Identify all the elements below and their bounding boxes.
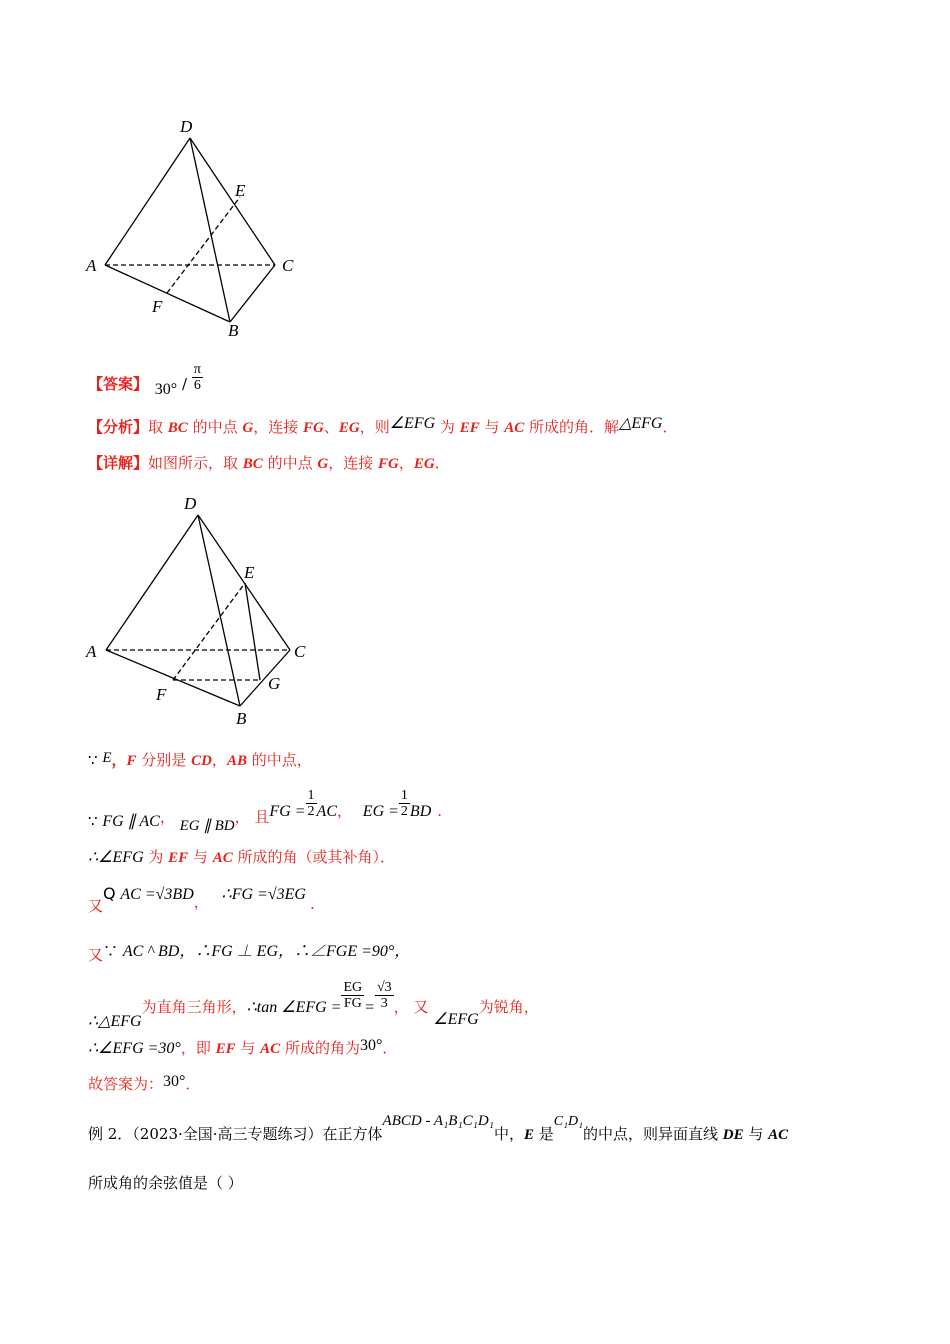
- proof-line-2: ∵ FG ∥ AC， EG ∥ BD， 且FG = $\frac{1}{2}$ AC， EG = $\frac{1}{2}$ BD .: [88, 788, 443, 834]
- fg-parallel-ac: FG ∥ AC: [102, 812, 160, 830]
- label-D: D: [184, 494, 197, 513]
- label-G: G: [268, 674, 281, 693]
- proof-line-3: ∴∠EFG 为 EF 与 AC 所成的角（或其补角）．: [88, 848, 396, 866]
- analysis-tag: 【分析】: [88, 418, 149, 436]
- label-E: E: [235, 181, 246, 200]
- detail-tag: 【详解】: [88, 454, 149, 472]
- proof-line-1: ∵ E，F 分别是 CD，AB 的中点，: [88, 750, 312, 769]
- example-2-line-1: 例 2．（2023·全国·高三专题练习）在正方体ABCD - A₁B₁C₁D₁中，E 是C₁D₁的中点，则异面直线 DE 与 AC: [88, 1113, 789, 1143]
- answer-tag: 【答案】: [88, 374, 149, 393]
- tetrahedron-figure-2: [80, 490, 330, 735]
- label-C: C: [294, 642, 306, 661]
- proof-line-5: 又∵ AC ^ BD，∴FG ⊥ EG，∴∠FGE =90°，: [88, 942, 411, 964]
- proof-line-6: ∴△EFG为直角三角形，∴tan ∠EFG = $\frac{EG}{FG}$ = $\frac{√3}{3}$ ， 又 ∠EFG为锐角，: [88, 980, 539, 1030]
- label-B: B: [236, 709, 247, 728]
- analysis-triangle: △EFG: [619, 415, 663, 432]
- label-F: F: [152, 297, 163, 316]
- proof-line-8: 故答案为：30°．: [88, 1073, 201, 1093]
- label-C: C: [282, 256, 294, 275]
- label-A: A: [86, 642, 97, 661]
- label-F: F: [156, 685, 167, 704]
- label-A: A: [86, 256, 97, 275]
- eg-parallel-bd: EG ∥ BD: [179, 817, 235, 834]
- proof-line-4: 又Q AC =√3BD， ∴FG =√3EG.: [88, 884, 315, 915]
- answer-degree: 30°: [154, 380, 178, 398]
- analysis-line: 【分析】取 BC 的中点 G，连接 FG、EG，则∠EFG 为 EF 与 AC 所成的角．解△EFG．: [88, 415, 678, 436]
- answer-line: [88, 358, 203, 398]
- tetrahedron-figure-1: [80, 110, 310, 345]
- detail-line: 【详解】如图所示，取 BC 的中点 G，连接 FG，EG．: [88, 454, 450, 472]
- answer-fraction: $\frac{\pi}{6}$: [193, 362, 201, 393]
- label-D: D: [180, 117, 193, 136]
- analysis-angle: ∠EFG: [389, 415, 436, 432]
- label-B: B: [228, 321, 239, 340]
- label-E: E: [244, 563, 255, 582]
- answer-separator: /: [181, 374, 188, 393]
- proof-line-7: ∴∠EFG =30°，即 EF 与 AC 所成的角为30°．: [88, 1037, 398, 1057]
- example-2-line-2: 所成角的余弦值是（ ）: [88, 1174, 243, 1192]
